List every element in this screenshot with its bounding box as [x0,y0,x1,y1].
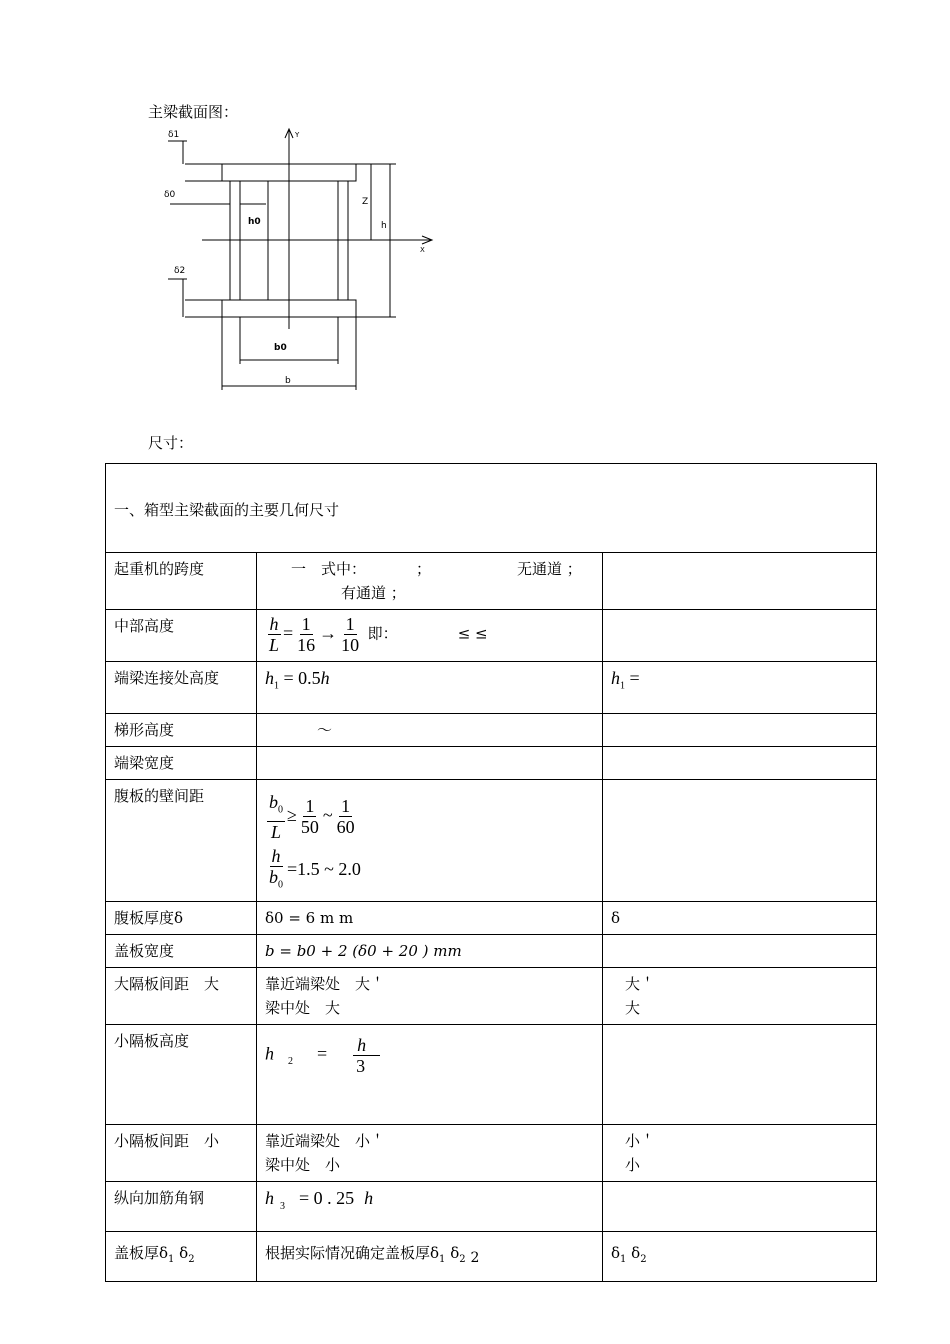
big-diaph-values: 大＇ 大 [603,968,877,1025]
end-height-formula: $h_1 = 0.5h$ [257,662,603,714]
row-label: 中部高度 [106,610,257,662]
page-number: 2 [470,1250,480,1266]
row-label: 大隔板间距 大 [106,968,257,1025]
table-header: 一、箱型主梁截面的主要几何尺寸 [106,464,877,553]
table-row [106,610,877,662]
empty-cell [603,714,877,747]
table-row [106,1125,877,1182]
section-dimensions-table [105,463,877,1282]
row-label: 梯形高度 [106,714,257,747]
figure-caption: 主梁截面图： [148,103,239,121]
mid-height-tail: 即： [367,624,398,643]
cover-thick-value: $\delta_1$ $\delta_2$ [603,1232,877,1282]
empty-cell [603,747,877,780]
table-row [106,747,877,780]
empty-cell [603,1182,877,1232]
table-row [106,1182,877,1232]
row-label: 腹板厚度δ [106,902,257,935]
label-delta0: δ0 [164,190,176,200]
row-label: 纵向加筋角钢 [106,1182,257,1232]
mid-height-formula: $\frac{h}{L}$ = $\frac{1}{16}$ → $\frac{1}{10}$ 即： ≤ ≤ [257,610,603,662]
label-b: b [285,376,291,386]
table-row [106,780,877,902]
empty-cell [257,747,603,780]
web-thick-formula: δ0 = 6 m m [257,902,603,935]
dimensions-label: 尺寸： [148,434,194,452]
empty-cell [603,780,877,902]
row-label: 小隔板间距 小 [106,1125,257,1182]
label-delta1: δ1 [168,130,180,140]
cover-width-formula: b = b0 + 2 (δ0 + 20 ) mm [257,935,603,968]
small-diaph-h-formula: h $_2$ = $\frac{h}{3}$ [257,1025,603,1125]
cover-thick-label: 盖板厚$\delta_1$ $\delta_2$ [106,1232,257,1282]
table-row [106,902,877,935]
span-text-d: 有通道 ； [341,584,406,602]
empty-cell [603,553,877,610]
label-h: h [381,221,387,231]
web-spacing-formula: $\frac{b_0}{L}$ ≥ $\frac{1}{50}$ ~ $\frac{1}{60}$ $\frac{h}{b_0}$ =1.5 ~ 2.0 [257,780,603,902]
web-thick-value: δ [603,902,877,935]
small-diaph-s-values: 小＇ 小 [603,1125,877,1182]
table-row [106,553,877,610]
row-label: 端梁宽度 [106,747,257,780]
big-diaph-cell: 靠近端梁处 大＇ 梁中处 大 [257,968,603,1025]
small-diaph-s-cell: 靠近端梁处 小＇ 梁中处 小 [257,1125,603,1182]
span-text-b: ； [416,560,432,578]
span-cell [257,553,603,610]
label-h0: h0 [248,217,261,227]
table-row [106,714,877,747]
cover-thick-cell: 根据实际情况确定盖板厚$\delta_1$ $\delta_2$ [257,1232,603,1282]
table-row [106,968,877,1025]
table-header-row [106,464,877,553]
label-y: Y [295,131,300,139]
row-label: 盖板宽度 [106,935,257,968]
row-label: 腹板的壁间距 [106,780,257,902]
row-label: 小隔板高度 [106,1025,257,1125]
trap-height-cell: ～ [257,714,603,747]
row-label: 起重机的跨度 [106,553,257,610]
span-text-c: 无通道 ； [517,560,582,578]
row-label: 端梁连接处高度 [106,662,257,714]
table-row [106,1025,877,1125]
empty-cell [603,935,877,968]
table-row [106,662,877,714]
label-x: X [420,246,425,254]
label-delta2: δ2 [174,266,186,276]
mid-height-rel: ≤ ≤ [457,624,488,643]
box-girder-section-diagram [150,124,450,399]
table-row [106,935,877,968]
span-text-a: 一 式中： [291,560,367,578]
end-height-value: $h_1$ = [603,662,877,714]
end-height-eq: = 0.5 [283,668,321,688]
stiffener-formula: h $_3$ = 0 . 25 h [257,1182,603,1232]
label-z: Z [362,197,369,207]
empty-cell [603,1025,877,1125]
label-b0: b0 [274,343,287,353]
empty-cell [603,610,877,662]
